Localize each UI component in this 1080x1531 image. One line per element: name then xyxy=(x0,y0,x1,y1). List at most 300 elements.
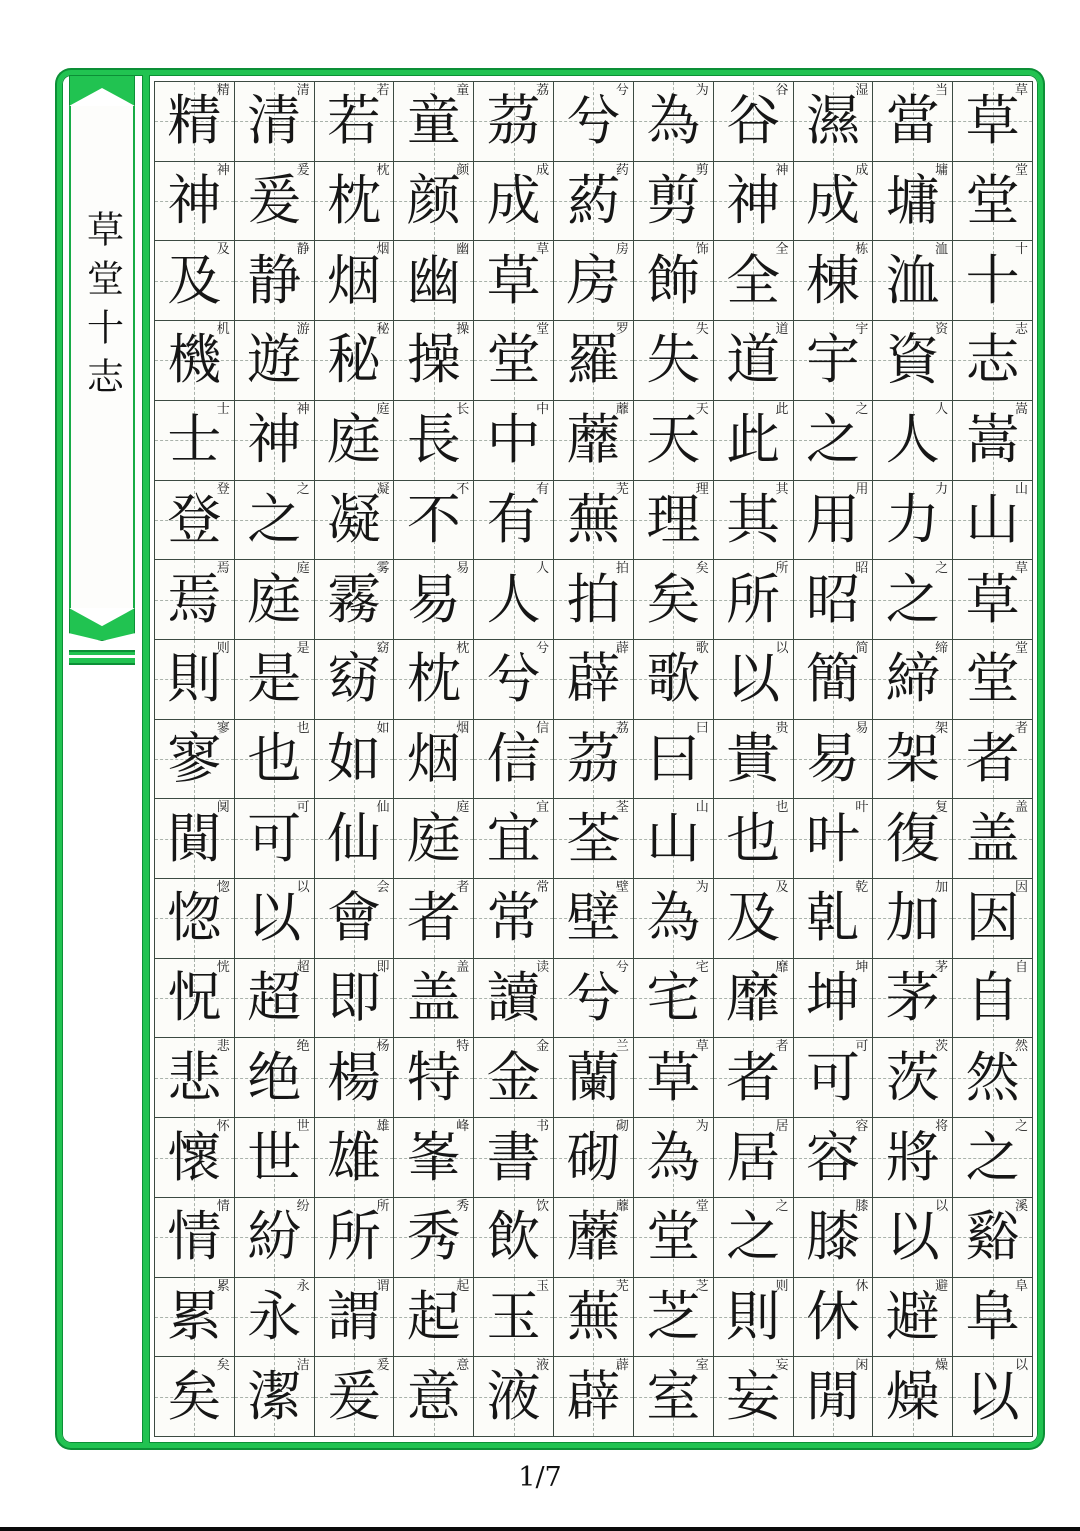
calligraphy-char: 坤 xyxy=(805,966,860,1030)
calligraphy-char: 静 xyxy=(247,248,302,312)
practice-cell xyxy=(714,1038,794,1118)
model-char-annotation: 累 xyxy=(216,1278,230,1294)
model-char-annotation: 世 xyxy=(296,1119,310,1135)
model-char-annotation: 之 xyxy=(935,561,949,577)
model-char-annotation: 靡 xyxy=(775,959,789,975)
calligraphy-char: 兮 xyxy=(566,89,621,153)
practice-cell xyxy=(394,481,474,561)
model-char-annotation: 湿 xyxy=(855,83,869,98)
calligraphy-char: 矣 xyxy=(646,567,701,631)
practice-cell xyxy=(315,401,395,481)
practice-cell xyxy=(953,879,1033,959)
calligraphy-char: 叶 xyxy=(805,806,860,870)
practice-cell xyxy=(394,560,474,640)
model-char-annotation: 荃 xyxy=(615,800,629,816)
model-char-annotation: 童 xyxy=(456,83,470,98)
model-char-annotation: 嵩 xyxy=(1014,401,1028,417)
calligraphy-char: 谿 xyxy=(965,1205,1020,1269)
practice-cell xyxy=(315,799,395,879)
model-char-annotation: 峰 xyxy=(456,1119,470,1135)
calligraphy-char: 宇 xyxy=(805,328,860,392)
model-char-annotation: 为 xyxy=(695,880,709,896)
calligraphy-char: 仙 xyxy=(327,806,382,870)
model-char-annotation: 堂 xyxy=(1014,640,1028,656)
calligraphy-char: 怳 xyxy=(167,966,222,1030)
practice-cell xyxy=(634,1038,714,1118)
calligraphy-char: 資 xyxy=(885,328,940,392)
practice-cell xyxy=(953,1038,1033,1118)
model-char-annotation: 理 xyxy=(695,481,709,497)
calligraphy-char: 則 xyxy=(167,647,222,711)
calligraphy-char: 特 xyxy=(406,1045,461,1109)
model-char-annotation: 志 xyxy=(1014,322,1028,338)
model-char-annotation: 资 xyxy=(935,322,949,338)
model-char-annotation: 会 xyxy=(376,880,390,896)
practice-cell xyxy=(315,1198,395,1278)
practice-cell xyxy=(794,720,874,800)
calligraphy-char: 兮 xyxy=(486,647,541,711)
calligraphy-char: 及 xyxy=(167,248,222,312)
practice-cell xyxy=(155,1357,235,1437)
model-char-annotation: 草 xyxy=(1014,561,1028,577)
practice-cell xyxy=(554,401,634,481)
green-frame xyxy=(57,70,1043,1448)
calligraphy-char: 宜 xyxy=(486,806,541,870)
calligraphy-char: 壁 xyxy=(566,886,621,950)
model-char-annotation: 全 xyxy=(775,242,789,258)
practice-cell xyxy=(315,1038,395,1118)
practice-cell xyxy=(714,401,794,481)
calligraphy-char: 剪 xyxy=(646,169,701,233)
calligraphy-char: 茅 xyxy=(885,966,940,1030)
model-char-annotation: 人 xyxy=(935,401,949,417)
calligraphy-char: 歌 xyxy=(646,647,701,711)
calligraphy-char: 登 xyxy=(167,487,222,551)
model-char-annotation: 金 xyxy=(536,1039,550,1055)
model-char-annotation: 因 xyxy=(1014,880,1028,896)
calligraphy-char: 為 xyxy=(646,1125,701,1189)
practice-cell xyxy=(394,1198,474,1278)
practice-cell xyxy=(953,401,1033,481)
practice-cell xyxy=(315,241,395,321)
calligraphy-char: 有 xyxy=(486,487,541,551)
calligraphy-char: 此 xyxy=(726,408,781,472)
calligraphy-char: 情 xyxy=(167,1205,222,1269)
practice-cell xyxy=(315,321,395,401)
calligraphy-char: 清 xyxy=(247,89,302,153)
page-number: 1/7 xyxy=(518,1462,562,1493)
model-char-annotation: 有 xyxy=(536,481,550,497)
calligraphy-char: 羅 xyxy=(566,328,621,392)
copybook-grid xyxy=(154,81,1033,1437)
model-char-annotation: 贵 xyxy=(775,720,789,736)
calligraphy-char: 燥 xyxy=(885,1364,940,1428)
calligraphy-char: 自 xyxy=(965,966,1020,1030)
practice-cell xyxy=(554,162,634,242)
model-char-annotation: 草 xyxy=(695,1039,709,1055)
model-char-annotation: 草 xyxy=(1014,83,1028,98)
calligraphy-char: 窈 xyxy=(327,647,382,711)
model-char-annotation: 此 xyxy=(775,401,789,417)
model-char-annotation: 拍 xyxy=(615,561,629,577)
model-char-annotation: 永 xyxy=(296,1278,310,1294)
calligraphy-char: 簡 xyxy=(805,647,860,711)
practice-cell xyxy=(953,1357,1033,1437)
model-char-annotation: 荔 xyxy=(615,720,629,736)
calligraphy-char: 以 xyxy=(885,1205,940,1269)
practice-cell xyxy=(873,560,953,640)
practice-cell xyxy=(155,879,235,959)
calligraphy-char: 書 xyxy=(486,1125,541,1189)
practice-cell xyxy=(873,321,953,401)
model-char-annotation: 之 xyxy=(775,1198,789,1214)
practice-cell xyxy=(235,1198,315,1278)
model-char-annotation: 静 xyxy=(296,242,310,258)
practice-cell xyxy=(873,640,953,720)
practice-cell xyxy=(155,1198,235,1278)
calligraphy-char: 堂 xyxy=(965,647,1020,711)
practice-cell xyxy=(155,241,235,321)
model-char-annotation: 曰 xyxy=(695,720,709,736)
model-char-annotation: 所 xyxy=(775,561,789,577)
model-char-annotation: 砌 xyxy=(615,1119,629,1135)
calligraphy-char: 為 xyxy=(646,89,701,153)
model-char-annotation: 液 xyxy=(536,1358,550,1374)
model-char-annotation: 及 xyxy=(775,880,789,896)
model-char-annotation: 以 xyxy=(1014,1358,1028,1374)
practice-cell xyxy=(634,82,714,162)
practice-cell xyxy=(554,879,634,959)
practice-cell xyxy=(634,879,714,959)
calligraphy-char: 避 xyxy=(885,1284,940,1348)
model-char-annotation: 罗 xyxy=(615,322,629,338)
calligraphy-char: 及 xyxy=(726,886,781,950)
model-char-annotation: 惚 xyxy=(216,880,230,896)
calligraphy-char: 以 xyxy=(965,1364,1020,1428)
calligraphy-char: 爰 xyxy=(327,1364,382,1428)
calligraphy-char: 蕪 xyxy=(566,1284,621,1348)
calligraphy-char: 堂 xyxy=(646,1205,701,1269)
calligraphy-char: 成 xyxy=(805,169,860,233)
model-char-annotation: 之 xyxy=(296,481,310,497)
calligraphy-char: 靡 xyxy=(726,966,781,1030)
calligraphy-char: 潔 xyxy=(247,1364,302,1428)
practice-cell xyxy=(235,959,315,1039)
calligraphy-char: 易 xyxy=(406,567,461,631)
model-char-annotation: 房 xyxy=(615,242,629,258)
calligraphy-char: 惚 xyxy=(167,886,222,950)
calligraphy-char: 草 xyxy=(486,248,541,312)
practice-cell xyxy=(155,401,235,481)
practice-cell xyxy=(794,82,874,162)
practice-cell xyxy=(794,241,874,321)
model-char-annotation: 山 xyxy=(1014,481,1028,497)
calligraphy-char: 超 xyxy=(247,966,302,1030)
model-char-annotation: 恍 xyxy=(216,959,230,975)
model-char-annotation: 凝 xyxy=(376,481,390,497)
practice-cell xyxy=(714,481,794,561)
model-char-annotation: 膝 xyxy=(855,1198,869,1214)
model-char-annotation: 加 xyxy=(935,880,949,896)
calligraphy-char: 者 xyxy=(406,886,461,950)
calligraphy-char: 者 xyxy=(965,726,1020,790)
calligraphy-char: 庭 xyxy=(327,408,382,472)
model-char-annotation: 盖 xyxy=(1014,800,1028,816)
calligraphy-char: 悲 xyxy=(167,1045,222,1109)
calligraphy-char: 讀 xyxy=(486,966,541,1030)
calligraphy-char: 宅 xyxy=(646,966,701,1030)
calligraphy-char: 中 xyxy=(486,408,541,472)
practice-cell xyxy=(315,640,395,720)
model-char-annotation: 常 xyxy=(536,880,550,896)
calligraphy-char: 茘 xyxy=(566,726,621,790)
calligraphy-char: 即 xyxy=(327,966,382,1030)
calligraphy-char: 庭 xyxy=(406,806,461,870)
practice-cell xyxy=(315,481,395,561)
practice-cell xyxy=(235,82,315,162)
practice-cell xyxy=(794,560,874,640)
calligraphy-char: 之 xyxy=(965,1125,1020,1189)
calligraphy-char: 谷 xyxy=(726,89,781,153)
model-char-annotation: 壁 xyxy=(615,880,629,896)
practice-cell xyxy=(554,82,634,162)
ribbon-bottom-cap xyxy=(69,608,135,641)
model-char-annotation: 当 xyxy=(935,83,949,98)
calligraphy-char: 十 xyxy=(965,248,1020,312)
calligraphy-char: 房 xyxy=(566,248,621,312)
calligraphy-char: 閴 xyxy=(167,806,222,870)
model-char-annotation: 书 xyxy=(536,1119,550,1135)
practice-cell xyxy=(474,1357,554,1437)
practice-cell xyxy=(634,799,714,879)
practice-cell xyxy=(554,959,634,1039)
practice-cell xyxy=(554,799,634,879)
practice-cell xyxy=(953,241,1033,321)
calligraphy-char: 復 xyxy=(885,806,940,870)
model-char-annotation: 堂 xyxy=(536,322,550,338)
practice-cell xyxy=(394,321,474,401)
practice-cell xyxy=(474,1278,554,1358)
calligraphy-char: 金 xyxy=(486,1045,541,1109)
model-char-annotation: 天 xyxy=(695,401,709,417)
calligraphy-char: 世 xyxy=(247,1125,302,1189)
practice-cell xyxy=(634,481,714,561)
model-char-annotation: 易 xyxy=(855,720,869,736)
practice-cell xyxy=(155,82,235,162)
calligraphy-char: 意 xyxy=(406,1364,461,1428)
calligraphy-char: 膝 xyxy=(805,1205,860,1269)
practice-cell xyxy=(235,1357,315,1437)
model-char-annotation: 以 xyxy=(935,1198,949,1214)
practice-cell xyxy=(794,1118,874,1198)
practice-cell xyxy=(235,1038,315,1118)
model-char-annotation: 庭 xyxy=(376,401,390,417)
title-ribbon xyxy=(69,75,135,665)
practice-cell xyxy=(394,82,474,162)
practice-cell xyxy=(794,321,874,401)
model-char-annotation: 芝 xyxy=(695,1278,709,1294)
practice-cell xyxy=(474,241,554,321)
calligraphy-char: 烟 xyxy=(327,248,382,312)
calligraphy-char: 草 xyxy=(965,567,1020,631)
practice-cell xyxy=(394,1118,474,1198)
calligraphy-char: 草 xyxy=(965,89,1020,153)
calligraphy-char: 砌 xyxy=(566,1125,621,1189)
practice-cell xyxy=(794,640,874,720)
model-char-annotation: 蘼 xyxy=(615,1198,629,1214)
practice-cell xyxy=(235,241,315,321)
model-char-annotation: 可 xyxy=(296,800,310,816)
model-char-annotation: 庭 xyxy=(296,561,310,577)
model-char-annotation: 山 xyxy=(695,800,709,816)
calligraphy-char: 蘼 xyxy=(566,1205,621,1269)
model-char-annotation: 芜 xyxy=(615,1278,629,1294)
model-char-annotation: 纷 xyxy=(296,1198,310,1214)
model-char-annotation: 烟 xyxy=(376,242,390,258)
calligraphy-char: 室 xyxy=(646,1364,701,1428)
practice-cell xyxy=(714,162,794,242)
practice-cell xyxy=(714,959,794,1039)
practice-cell xyxy=(873,1038,953,1118)
model-char-annotation: 杨 xyxy=(376,1039,390,1055)
calligraphy-char: 失 xyxy=(646,328,701,392)
model-char-annotation: 悲 xyxy=(216,1039,230,1055)
practice-cell xyxy=(474,959,554,1039)
practice-cell xyxy=(394,879,474,959)
calligraphy-char: 童 xyxy=(406,89,461,153)
model-char-annotation: 蘼 xyxy=(615,401,629,417)
model-char-annotation: 及 xyxy=(216,242,230,258)
model-char-annotation: 容 xyxy=(855,1119,869,1135)
calligraphy-char: 神 xyxy=(247,408,302,472)
model-char-annotation: 矣 xyxy=(695,561,709,577)
calligraphy-char: 芝 xyxy=(646,1284,701,1348)
model-char-annotation: 秀 xyxy=(456,1198,470,1214)
model-char-annotation: 是 xyxy=(296,640,310,656)
calligraphy-char: 液 xyxy=(486,1364,541,1428)
calligraphy-char: 天 xyxy=(646,408,701,472)
practice-cell xyxy=(714,720,794,800)
practice-cell xyxy=(155,162,235,242)
calligraphy-char: 兮 xyxy=(566,966,621,1030)
model-char-annotation: 中 xyxy=(536,401,550,417)
practice-cell xyxy=(634,401,714,481)
model-char-annotation: 阒 xyxy=(216,800,230,816)
practice-cell xyxy=(394,799,474,879)
practice-cell xyxy=(474,162,554,242)
practice-cell xyxy=(714,82,794,162)
calligraphy-char: 山 xyxy=(965,487,1020,551)
model-char-annotation: 神 xyxy=(296,401,310,417)
model-char-annotation: 信 xyxy=(536,720,550,736)
practice-cell xyxy=(634,241,714,321)
practice-cell xyxy=(873,1198,953,1278)
calligraphy-char: 庭 xyxy=(247,567,302,631)
practice-cell xyxy=(155,640,235,720)
practice-cell xyxy=(315,162,395,242)
practice-cell xyxy=(155,799,235,879)
practice-cell xyxy=(873,1357,953,1437)
volume-title: 草堂十志 xyxy=(80,210,124,406)
practice-cell xyxy=(474,640,554,720)
model-char-annotation: 荔 xyxy=(536,83,550,98)
calligraphy-char: 盖 xyxy=(406,966,461,1030)
model-char-annotation: 昭 xyxy=(855,561,869,577)
calligraphy-char: 所 xyxy=(327,1205,382,1269)
practice-cell xyxy=(155,321,235,401)
calligraphy-char: 矣 xyxy=(167,1364,222,1428)
practice-cell xyxy=(155,1038,235,1118)
model-char-annotation: 爰 xyxy=(296,162,310,178)
calligraphy-char: 飲 xyxy=(486,1205,541,1269)
practice-cell xyxy=(394,1278,474,1358)
practice-cell xyxy=(714,1357,794,1437)
model-char-annotation: 架 xyxy=(935,720,949,736)
practice-cell xyxy=(315,720,395,800)
calligraphy-char: 架 xyxy=(885,726,940,790)
model-char-annotation: 居 xyxy=(775,1119,789,1135)
model-char-annotation: 为 xyxy=(695,83,709,98)
calligraphy-char: 荃 xyxy=(566,806,621,870)
calligraphy-char: 之 xyxy=(247,487,302,551)
model-char-annotation: 茨 xyxy=(935,1039,949,1055)
calligraphy-char: 曰 xyxy=(646,726,701,790)
model-char-annotation: 之 xyxy=(855,401,869,417)
practice-cell xyxy=(953,720,1033,800)
calligraphy-char: 若 xyxy=(327,89,382,153)
practice-cell xyxy=(634,1198,714,1278)
model-char-annotation: 洫 xyxy=(935,242,949,258)
model-char-annotation: 兮 xyxy=(615,959,629,975)
practice-cell xyxy=(714,879,794,959)
model-char-annotation: 如 xyxy=(376,720,390,736)
model-char-annotation: 茅 xyxy=(935,959,949,975)
model-char-annotation: 盖 xyxy=(456,959,470,975)
calligraphy-char: 精 xyxy=(167,89,222,153)
practice-cell xyxy=(634,720,714,800)
practice-cell xyxy=(155,560,235,640)
calligraphy-char: 棟 xyxy=(805,248,860,312)
model-char-annotation: 宜 xyxy=(536,800,550,816)
practice-cell xyxy=(634,959,714,1039)
practice-cell xyxy=(235,720,315,800)
model-char-annotation: 饮 xyxy=(536,1198,550,1214)
model-char-annotation: 可 xyxy=(855,1039,869,1055)
calligraphy-char: 以 xyxy=(726,647,781,711)
calligraphy-char: 雄 xyxy=(327,1125,382,1189)
practice-cell xyxy=(155,481,235,561)
practice-cell xyxy=(474,1038,554,1118)
practice-cell xyxy=(873,799,953,879)
calligraphy-char: 懷 xyxy=(167,1125,222,1189)
model-char-annotation: 怀 xyxy=(216,1119,230,1135)
practice-cell xyxy=(474,720,554,800)
model-char-annotation: 草 xyxy=(536,242,550,258)
model-char-annotation: 登 xyxy=(216,481,230,497)
practice-cell xyxy=(794,401,874,481)
model-char-annotation: 清 xyxy=(296,83,310,98)
calligraphy-char: 飾 xyxy=(646,248,701,312)
practice-cell xyxy=(554,1118,634,1198)
model-char-annotation: 雄 xyxy=(376,1119,390,1135)
practice-cell xyxy=(554,241,634,321)
model-char-annotation: 堂 xyxy=(695,1198,709,1214)
practice-cell xyxy=(474,799,554,879)
model-char-annotation: 妄 xyxy=(775,1358,789,1374)
model-char-annotation: 所 xyxy=(376,1198,390,1214)
calligraphy-char: 長 xyxy=(406,408,461,472)
practice-cell xyxy=(873,1278,953,1358)
